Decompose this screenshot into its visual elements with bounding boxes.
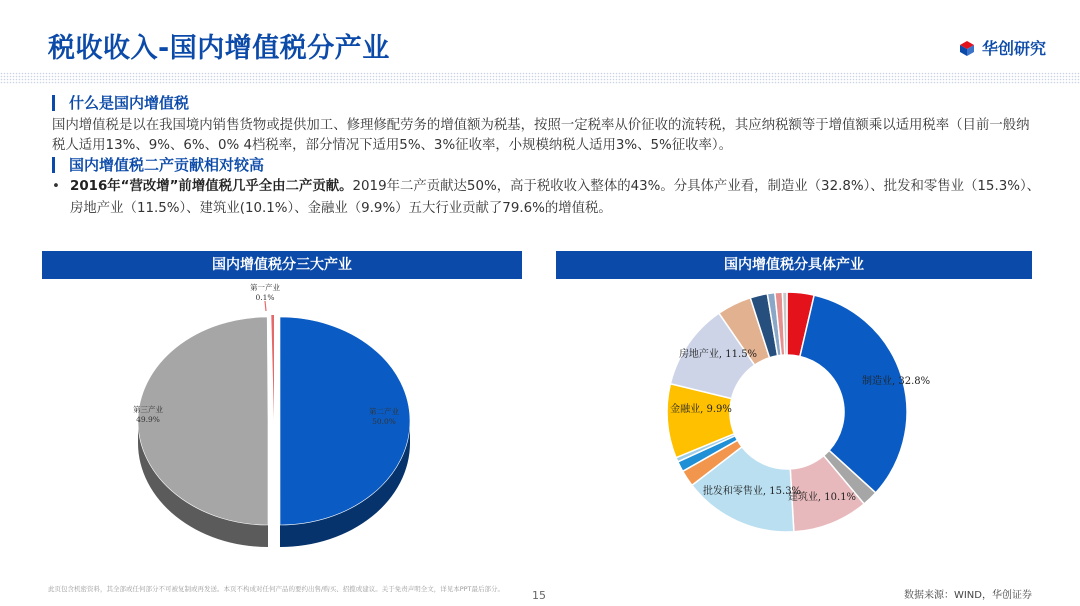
right-panel-title: 国内增值税分具体产业	[556, 251, 1032, 279]
label-secondary-name: 第二产业	[369, 407, 399, 416]
heading-bar	[52, 157, 55, 173]
label-tertiary-value: 49.9%	[136, 415, 160, 424]
section-heading-text: 什么是国内增值税	[69, 94, 190, 112]
disclaimer-note: 此页包含机密资料，其全部或任何部分不可被复制或再发送。本页不构成对任何产品的要约出售/购买、招揽或建议。关于免责声明全文，详见本PPT最后部分。	[48, 585, 504, 593]
bullet-text	[70, 176, 1042, 220]
brand-name: 华创研究	[981, 39, 1046, 58]
donut-label: 房地产业, 11.5%	[678, 349, 758, 360]
donut-label: 金融业, 9.9%	[670, 404, 732, 415]
brand-logo	[958, 36, 1046, 59]
header-divider	[0, 72, 1080, 84]
donut-label: 建筑业, 10.1%	[787, 492, 857, 503]
left-panel-title: 国内增值税分三大产业	[42, 251, 522, 279]
pie-slice-primary	[271, 315, 274, 419]
industry-donut-chart	[556, 281, 1032, 581]
label-primary-name: 第一产业	[250, 283, 280, 292]
bullet-rest: 2019年二产贡献达50%，高于税收收入整体的43%。分具体产业看，制造业（32.8%）、批发和零售业（15.3%）、房地产业（11.5%）、建筑业(10.1%）、金融业（9.9%）五大行业贡献了79.6%的增值税。	[70, 179, 1041, 216]
label-secondary-value: 50.0%	[372, 417, 396, 426]
page-number: 15	[532, 589, 546, 602]
section-heading-vat	[52, 92, 189, 113]
pie-slice-primary-marker	[265, 301, 266, 311]
data-source: 数据来源：WIND，华创证券	[903, 590, 1032, 601]
section-heading-text: 国内增值税二产贡献相对较高	[69, 156, 265, 174]
vat-definition: 国内增值税是以在我国境内销售货物或提供加工、修理修配劳务的增值额为税基，按照一定税率从价征收的流转税，其应纳税额等于增值额乘以适用税率（目前一般纳税人适用13%、9%、6%、0% 4档税率，部分情况下适用5%、3%征收率，小规模纳税人适用3%、5%征收率）。	[52, 118, 1030, 153]
donut-label: 批发和零售业, 15.3%	[702, 486, 802, 497]
bullet-item	[52, 176, 1042, 220]
donut-label: 制造业, 32.8%	[862, 376, 931, 387]
label-tertiary-name: 第三产业	[133, 405, 163, 414]
three-sector-pie-chart	[42, 281, 522, 581]
section-heading-secondary	[52, 154, 264, 175]
brand-cube-icon	[958, 39, 976, 57]
bullet-bold: 2016年“营改增”前增值税几乎全由二产贡献。	[70, 179, 353, 194]
heading-bar	[52, 95, 55, 111]
page-title: 税收收入-国内增值税分产业	[48, 33, 390, 64]
bullet-dot: •	[52, 179, 60, 194]
label-primary-value: 0.1%	[255, 293, 275, 302]
